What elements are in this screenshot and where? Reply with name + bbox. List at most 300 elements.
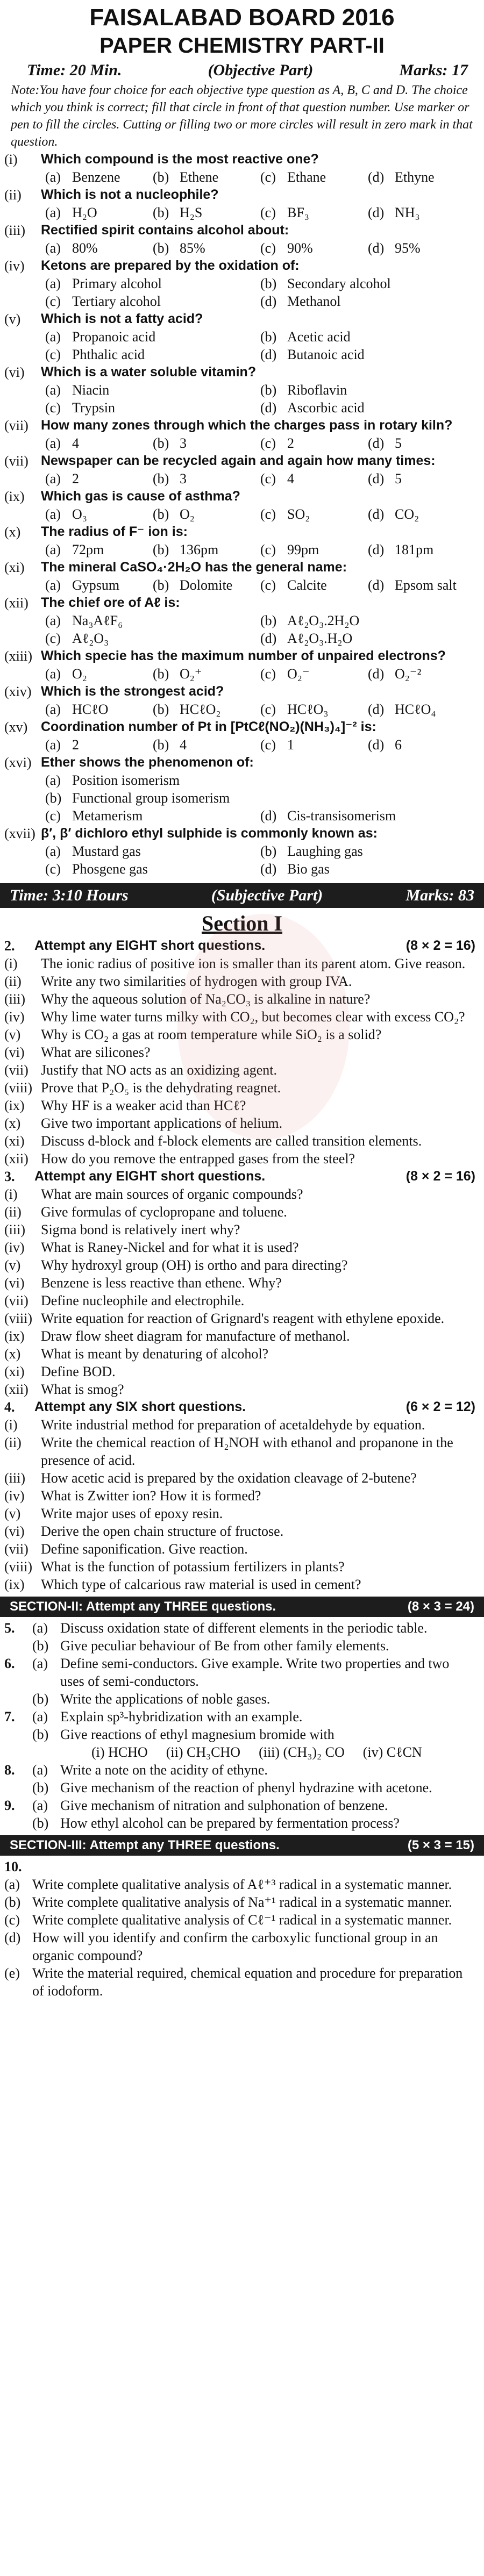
practical-part <box>0 1911 484 1929</box>
mcq-question <box>0 151 484 168</box>
question-text: Which is the strongest acid? <box>41 684 224 699</box>
option-text: Niacin <box>72 382 110 398</box>
short-question-item <box>0 1434 484 1469</box>
question-text: The chief ore of Aℓ is: <box>41 595 180 610</box>
item-text: What are main sources of organic compounds? <box>41 1186 303 1202</box>
option-letter: (b) <box>153 205 169 220</box>
option-text: 99pm <box>287 542 319 557</box>
option-text: Na₃AℓF₆ <box>72 613 123 628</box>
part-letter: (a) <box>32 1709 48 1725</box>
option-text: O₃ <box>72 506 87 522</box>
mcq-option <box>45 168 153 186</box>
item-number: (v) <box>4 1506 21 1521</box>
part-letter: (a) <box>4 1877 20 1892</box>
mcq-option <box>45 239 153 257</box>
question-text: Ether shows the phenomenon of: <box>41 755 254 770</box>
short-question-item <box>0 1026 484 1043</box>
mcq-question <box>0 825 484 842</box>
option-letter: (a) <box>45 577 61 593</box>
question-text: Which is not a fatty acid? <box>41 311 203 326</box>
mcq-option <box>45 505 153 523</box>
part-text: How ethyl alcohol can be prepared by fermentation process? <box>60 1815 400 1831</box>
mcq-option <box>153 204 260 221</box>
item-text: Which type of calcarious raw material is used in cement? <box>41 1577 361 1592</box>
item-number: (vi) <box>4 1044 25 1060</box>
question-number: (v) <box>4 311 21 327</box>
option-text: Ascorbic acid <box>287 400 365 416</box>
item-number: (v) <box>4 1257 21 1273</box>
question-number <box>4 1690 32 1708</box>
mcq-question <box>0 452 484 470</box>
option-letter: (d) <box>260 861 277 877</box>
option-text: NH₃ <box>395 205 420 220</box>
option-text: 90% <box>287 240 313 256</box>
option-text: Aℓ₂O₃.H₂O <box>287 631 353 646</box>
item-text: How do you remove the entrapped gases from the steel? <box>41 1151 355 1167</box>
mcq-option <box>153 470 260 488</box>
part-text: Define semi-conductors. Give example. Write two properties and two uses of semi-conductors. <box>60 1656 450 1689</box>
item-number: (i) <box>4 956 18 971</box>
question-number: 10. <box>4 1859 22 1874</box>
short-question-item <box>0 955 484 972</box>
short-question-item <box>0 1185 484 1203</box>
mcq-options <box>0 275 484 310</box>
practical-part <box>0 1876 484 1893</box>
section-three-label: SECTION-III: Attempt any THREE questions. <box>10 1838 280 1852</box>
option-text: 136pm <box>180 542 219 557</box>
objective-time: Time: 20 Min. <box>27 61 122 79</box>
subpart: (iii) (CH₃)₂ CO <box>259 1744 345 1760</box>
option-letter: (d) <box>368 702 385 717</box>
item-text: Why HF is a weaker acid than HCℓ? <box>41 1098 246 1113</box>
option-text: 4 <box>287 471 294 486</box>
option-letter: (d) <box>260 347 277 362</box>
short-question-item <box>0 1380 484 1398</box>
mcq-option <box>45 612 260 629</box>
option-text: H₂O <box>72 205 97 220</box>
question-text: β′, β′ dichloro ethyl sulphide is commonly known as: <box>41 826 378 841</box>
question-number: (xii) <box>4 595 29 611</box>
part-letter: (b) <box>32 1638 49 1654</box>
item-number: (ii) <box>4 974 22 989</box>
option-letter: (c) <box>260 169 276 185</box>
mcq-option <box>153 576 260 594</box>
short-question-item <box>0 1576 484 1593</box>
mcq-options <box>0 168 484 186</box>
mcq-option <box>153 434 260 452</box>
short-question-item <box>0 1310 484 1327</box>
mcq-option <box>45 434 153 452</box>
option-letter: (b) <box>45 790 62 806</box>
option-letter: (b) <box>153 240 169 256</box>
option-text: 95% <box>395 240 421 256</box>
item-text: Why the aqueous solution of Na₂CO₃ is alkaline in nature? <box>41 991 371 1007</box>
mcq-option <box>45 381 260 399</box>
option-text: 2 <box>72 737 79 753</box>
question-title: Attempt any EIGHT short questions. <box>34 1169 266 1184</box>
option-letter: (b) <box>153 435 169 451</box>
item-text: What is smog? <box>41 1382 124 1397</box>
item-text: Draw flow sheet diagram for manufacture of methanol. <box>41 1328 350 1344</box>
question-number: (iv) <box>4 258 25 274</box>
mcq-option <box>260 275 475 292</box>
part-text: Write complete qualitative analysis of Na⁺¹ radical in a systematic manner. <box>32 1894 452 1910</box>
option-text: Functional group isomerism <box>72 790 230 806</box>
question-text: Which is a water soluble vitamin? <box>41 364 257 380</box>
item-number: (vii) <box>4 1293 29 1308</box>
option-text: Tertiary alcohol <box>72 294 161 309</box>
mcq-option <box>368 700 475 718</box>
mcq-option <box>260 612 475 629</box>
mcq-option <box>368 470 475 488</box>
option-text: 181pm <box>395 542 434 557</box>
item-number: (vi) <box>4 1523 25 1539</box>
option-letter: (a) <box>45 772 61 788</box>
option-text: Methanol <box>287 294 341 309</box>
question-number: (ii) <box>4 187 22 203</box>
mcq-question <box>0 754 484 771</box>
option-letter: (d) <box>368 666 385 682</box>
section-two-marks: (8 × 3 = 24) <box>407 1599 474 1614</box>
short-question-item <box>0 1043 484 1061</box>
mcq-options <box>0 541 484 559</box>
option-letter: (b) <box>153 542 169 557</box>
option-text: Calcite <box>287 577 327 593</box>
option-text: Ethane <box>287 169 326 185</box>
question-text: Which specie has the maximum number of unpaired electrons? <box>41 648 446 663</box>
option-letter: (d) <box>368 435 385 451</box>
option-letter: (a) <box>45 702 61 717</box>
mcq-option <box>45 860 260 878</box>
item-text: What is meant by denaturing of alcohol? <box>41 1346 269 1362</box>
option-letter: (c) <box>260 737 276 753</box>
question-text: Rectified spirit contains alcohol about: <box>41 223 289 238</box>
mcq-option <box>153 505 260 523</box>
question-number <box>4 1726 32 1743</box>
part-text: Discuss oxidation state of different elements in the periodic table. <box>60 1620 428 1636</box>
item-text: Justify that NO acts as an oxidizing agent. <box>41 1062 277 1078</box>
item-number: (vii) <box>4 1541 29 1557</box>
long-questions <box>0 1619 484 1832</box>
mcq-option <box>260 434 368 452</box>
question-number: (ix) <box>4 489 25 504</box>
question-number: (i) <box>4 152 18 167</box>
mcq-option <box>45 789 475 807</box>
practical-part <box>0 1929 484 1964</box>
option-letter: (c) <box>260 577 276 593</box>
long-question-part <box>0 1619 484 1637</box>
item-text: The ionic radius of positive ion is smaller than its parent atom. Give reason. <box>41 956 466 971</box>
item-text: What is Zwitter ion? How it is formed? <box>41 1488 261 1504</box>
option-letter: (b) <box>260 613 277 628</box>
question-number: 3. <box>4 1169 15 1184</box>
item-number: (viii) <box>4 1311 32 1326</box>
item-text: Write industrial method for preparation of acetaldehyde by equation. <box>41 1417 425 1433</box>
option-text: O₂⁻² <box>395 666 422 682</box>
question-number-row <box>0 1858 484 1876</box>
long-question-part <box>0 1814 484 1832</box>
mcq-option <box>153 541 260 559</box>
item-text: Write any two similarities of hydrogen with group IVA. <box>41 974 352 989</box>
option-letter: (a) <box>45 737 61 753</box>
mcq-options <box>0 842 484 878</box>
option-text: Acetic acid <box>287 329 351 345</box>
section-three-marks: (5 × 3 = 15) <box>407 1838 474 1852</box>
mcq-option <box>45 346 260 363</box>
option-text: CO₂ <box>395 506 419 522</box>
question-title: Attempt any SIX short questions. <box>34 1399 246 1414</box>
item-number: (x) <box>4 1346 21 1362</box>
mcq-option <box>260 470 368 488</box>
short-question-heading <box>0 937 484 955</box>
long-question-part <box>0 1761 484 1779</box>
part-letter: (b) <box>4 1894 21 1910</box>
long-question-part <box>0 1708 484 1726</box>
short-questions <box>0 937 484 1593</box>
short-question-item <box>0 1558 484 1576</box>
option-text: Dolomite <box>180 577 233 593</box>
mcq-option <box>260 700 368 718</box>
question-number: 6. <box>4 1656 15 1671</box>
item-number: (vii) <box>4 1062 29 1078</box>
mcq-list <box>0 151 484 878</box>
option-letter: (a) <box>45 843 61 859</box>
short-question-item <box>0 1540 484 1558</box>
option-text: Propanoic acid <box>72 329 156 345</box>
question-marks: (8 × 2 = 16) <box>405 938 475 953</box>
item-number: (iii) <box>4 991 25 1007</box>
item-text: Why is CO₂ a gas at room temperature while SiO₂ is a solid? <box>41 1027 382 1042</box>
question-text: Which compound is the most reactive one? <box>41 152 319 167</box>
question-text: Coordination number of Pt in [PtCℓ(NO₂)(NH₃)₄]⁻² is: <box>41 719 376 734</box>
mcq-question <box>0 257 484 275</box>
mcq-option <box>260 576 368 594</box>
mcq-option <box>260 239 368 257</box>
short-question-item <box>0 1256 484 1274</box>
mcq-question <box>0 594 484 612</box>
option-text: SO₂ <box>287 506 310 522</box>
option-text: Phthalic acid <box>72 347 145 362</box>
mcq-question <box>0 718 484 736</box>
option-text: BF₃ <box>287 205 309 220</box>
item-text: Write major uses of epoxy resin. <box>41 1506 223 1521</box>
item-text: What is Raney-Nickel and for what it is used? <box>41 1240 299 1255</box>
mcq-options <box>0 204 484 221</box>
option-text: Aℓ₂O₃ <box>72 631 109 646</box>
long-question-part <box>0 1779 484 1797</box>
long-question-part <box>0 1797 484 1814</box>
mcq-option <box>260 629 475 647</box>
option-text: Butanoic acid <box>287 347 365 362</box>
mcq-option <box>153 168 260 186</box>
item-number: (vi) <box>4 1275 25 1291</box>
short-question-item <box>0 1469 484 1487</box>
item-text: Define nucleophile and electrophile. <box>41 1293 245 1308</box>
part-text: Give reactions of ethyl magnesium bromide with <box>60 1727 334 1742</box>
question-number: (xi) <box>4 560 25 575</box>
question-text: The radius of F⁻ ion is: <box>41 524 188 539</box>
mcq-option <box>45 275 260 292</box>
short-question-item <box>0 1487 484 1505</box>
option-letter: (b) <box>260 382 277 398</box>
option-letter: (a) <box>45 205 61 220</box>
option-text: Gypsum <box>72 577 120 593</box>
item-number: (i) <box>4 1417 18 1433</box>
item-text: Define BOD. <box>41 1364 116 1379</box>
mcq-question <box>0 363 484 381</box>
mcq-option <box>368 168 475 186</box>
mcq-option <box>368 736 475 754</box>
mcq-option <box>368 541 475 559</box>
option-text: O₂⁻ <box>287 666 310 682</box>
option-letter: (a) <box>45 435 61 451</box>
question-number: (xv) <box>4 719 28 735</box>
option-letter: (d) <box>368 205 385 220</box>
option-letter: (c) <box>260 240 276 256</box>
part-text: Write the material required, chemical equation and procedure for preparation of iodoform. <box>32 1965 463 1999</box>
option-letter: (c) <box>45 347 61 362</box>
mcq-option <box>45 771 475 789</box>
option-letter: (a) <box>45 240 61 256</box>
board-title: FAISALABAD BOARD 2016 <box>89 4 395 31</box>
mcq-option <box>45 204 153 221</box>
mcq-question <box>0 523 484 541</box>
long-question-part <box>0 1726 484 1743</box>
option-letter: (d) <box>368 240 385 256</box>
part-text: Write complete qualitative analysis of Cℓ⁻¹ radical in a systematic manner. <box>32 1912 452 1928</box>
option-letter: (a) <box>45 276 61 291</box>
mcq-option <box>153 700 260 718</box>
mcq-question <box>0 559 484 576</box>
question-number: 7. <box>4 1709 15 1725</box>
instructions-note: Note:You have four choice for each objective type question as A, B, C and D. The choice which you think is correct; fill that circle in front of that question number. Use marker or pen to fill the circles. Cutting or filling two or more circles will result in zero mark in that question. <box>11 83 473 149</box>
option-text: Ethyne <box>395 169 435 185</box>
mcq-option <box>260 807 475 825</box>
part-text: Write a note on the acidity of ethyne. <box>60 1762 268 1778</box>
item-number: (xii) <box>4 1151 29 1167</box>
mcq-option <box>153 736 260 754</box>
option-text: Secondary alcohol <box>287 276 391 291</box>
option-letter: (c) <box>45 861 61 877</box>
mcq-options <box>0 434 484 452</box>
item-number: (iv) <box>4 1488 25 1504</box>
part-text: Write the applications of noble gases. <box>60 1691 271 1707</box>
item-text: What is the function of potassium fertilizers in plants? <box>41 1559 345 1575</box>
question-marks: (6 × 2 = 12) <box>405 1399 475 1414</box>
question-text: Which gas is cause of asthma? <box>41 489 240 504</box>
option-text: Cis-transisomerism <box>287 808 396 824</box>
item-number: (iii) <box>4 1470 25 1486</box>
subjective-time: Time: 3:10 Hours <box>10 886 129 904</box>
mcq-option <box>260 292 475 310</box>
mcq-options <box>0 239 484 257</box>
option-letter: (a) <box>45 613 61 628</box>
mcq-options <box>0 807 484 825</box>
mcq-option <box>260 505 368 523</box>
question-number: (x) <box>4 524 21 540</box>
mcq-option <box>260 541 368 559</box>
option-text: O₂ <box>180 506 195 522</box>
part-letter: (b) <box>32 1780 49 1795</box>
option-letter: (c) <box>45 294 61 309</box>
section-two-band <box>0 1597 484 1617</box>
question-number: (xvii) <box>4 826 35 841</box>
mcq-option <box>45 842 260 860</box>
item-number: (ix) <box>4 1328 25 1344</box>
option-text: 2 <box>287 435 294 451</box>
option-text: 3 <box>180 471 187 486</box>
mcq-option <box>45 736 153 754</box>
subpart: (iv) CℓCN <box>362 1744 422 1760</box>
option-letter: (d) <box>260 294 277 309</box>
item-number: (v) <box>4 1027 21 1042</box>
mcq-option <box>368 505 475 523</box>
option-text: 5 <box>395 435 402 451</box>
mcq-options <box>0 700 484 718</box>
mcq-option <box>45 665 153 683</box>
mcq-options <box>0 328 484 363</box>
item-number: (ii) <box>4 1435 22 1450</box>
option-letter: (a) <box>45 666 61 682</box>
question-number: 9. <box>4 1798 15 1813</box>
item-text: Prove that P₂O₅ is the dehydrating reagnet. <box>41 1080 281 1096</box>
option-letter: (b) <box>260 329 277 345</box>
question-text: Newspaper can be recycled again and again how many times: <box>41 453 436 468</box>
item-number: (xi) <box>4 1133 25 1149</box>
objective-info-row <box>0 59 484 82</box>
mcq-option <box>260 665 368 683</box>
item-number: (viii) <box>4 1559 32 1575</box>
part-text: How will you identify and confirm the carboxylic functional group in an organic compound? <box>32 1930 438 1963</box>
reaction-subparts <box>0 1743 484 1761</box>
mcq-option <box>368 665 475 683</box>
mcq-option <box>260 842 475 860</box>
short-question-item <box>0 1079 484 1097</box>
subjective-marks: Marks: 83 <box>405 886 474 904</box>
option-text: Trypsin <box>72 400 115 416</box>
short-question-heading <box>0 1168 484 1185</box>
short-question-item <box>0 1061 484 1079</box>
mcq-question <box>0 221 484 239</box>
item-number: (ix) <box>4 1577 25 1592</box>
short-question-item <box>0 1505 484 1522</box>
option-text: 85% <box>180 240 205 256</box>
short-question-item <box>0 1363 484 1380</box>
mcq-option <box>45 328 260 346</box>
mcq-option <box>45 470 153 488</box>
mcq-options <box>0 665 484 683</box>
question-number: 4. <box>4 1399 15 1415</box>
paper-title: PAPER CHEMISTRY PART-II <box>99 34 385 58</box>
question-number: 8. <box>4 1762 15 1778</box>
option-letter: (b) <box>153 702 169 717</box>
question-text: How many zones through which the charges pass in rotary kiln? <box>41 418 453 433</box>
option-text: Phosgene gas <box>72 861 148 877</box>
mcq-option <box>260 381 475 399</box>
mcq-option <box>45 629 260 647</box>
option-letter: (c) <box>45 808 61 824</box>
item-text: Give two important applications of helium. <box>41 1115 283 1131</box>
item-number: (xi) <box>4 1364 25 1379</box>
option-text: Mustard gas <box>72 843 141 859</box>
question-number <box>4 1779 32 1797</box>
option-letter: (b) <box>153 506 169 522</box>
option-text: Aℓ₂O₃.2H₂O <box>287 613 360 628</box>
short-question-item <box>0 1097 484 1114</box>
item-text: Write the chemical reaction of H₂NOH with ethanol and propanone in the presence of acid. <box>41 1435 453 1468</box>
part-text: Explain sp³-hybridization with an example. <box>60 1709 303 1725</box>
short-question-item <box>0 1132 484 1150</box>
